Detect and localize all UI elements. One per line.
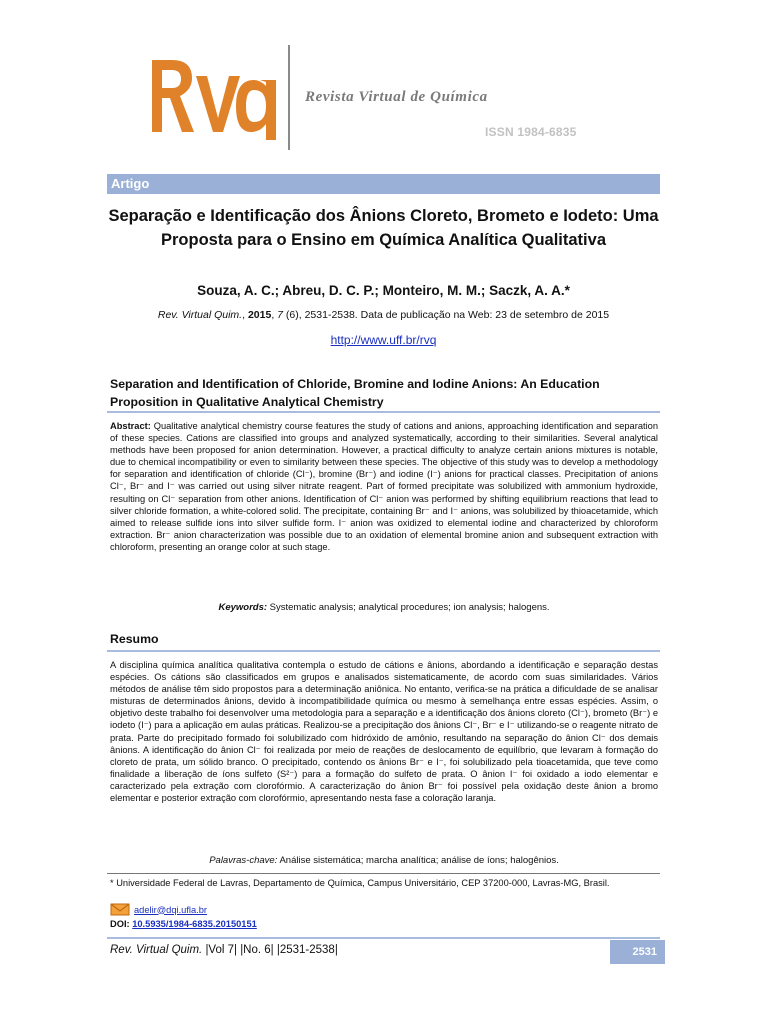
email-link[interactable]: adelir@dqi.ufla.br: [134, 904, 208, 915]
article-title: Separação e Identificação dos Ânions Cloreto, Brometo e Iodeto: Uma Proposta para o Ensino em Química Analítica Qualitativa: [108, 207, 659, 249]
footer-rest: |Vol 7| |No. 6| |2531-2538|: [202, 944, 338, 956]
journal-link[interactable]: http://www.uff.br/rvq: [330, 333, 437, 347]
rvq-logo-icon: [148, 54, 280, 140]
citation-details: (6), 2531-2538. Data de publicação na Web: 23 de setembro de 2015: [283, 309, 610, 321]
abstract-label: Abstract:: [110, 421, 151, 431]
footer-journal: Rev. Virtual Quim.: [110, 944, 203, 956]
abstract-rule: [107, 411, 660, 413]
palavras-chave: [110, 855, 658, 866]
doi-link[interactable]: 10.5935/1984-6835.20150151: [132, 919, 257, 929]
mail-icon: [110, 903, 130, 916]
footer-rule: [107, 937, 660, 939]
page-number: 2531: [610, 940, 665, 964]
affiliation: * Universidade Federal de Lavras, Departamento de Química, Campus Universitário, CEP 37200-000, Lavras-MG, Brasil.: [110, 878, 610, 888]
header-divider: [288, 45, 290, 150]
palavras-label: Palavras-chave:: [209, 855, 278, 866]
footnote-rule: [107, 873, 660, 874]
citation: Rev. Virtual Quim., 2015, 7 (6), 2531-2538. Data de publicação na Web: 23 de setembro de 2015: [157, 309, 610, 321]
keywords-text: Systematic analysis; analytical procedures; ion analysis; halogens.: [267, 602, 550, 613]
section-bar: [107, 174, 660, 194]
resumo-text: A disciplina química analítica qualitativa contempla o estudo de cátions e ânions, abordando a identificação e separação destas espécies. Os cátions são classificados em grupos e analisados sistematicamente, de acordo com suas similaridades. Vários métodos de análise têm sido propostos para a determinação aniônica. No entanto, verifica-se na prática a dificuldade de se analisar misturas de determinados ânions, devido à incompatibilidade química ou mesmo à semelhança entre essas espécies. Assim, o objetivo deste trabalho foi desenvolver uma metodologia para a separação e a identificação dos ânions cloreto (Cl⁻), brometo (Br⁻) e iodeto (I⁻) para a aplicação em aulas práticas. Realizou-se a precipitação dos ânions Cl⁻, Br⁻ e I⁻ utilizando-se o reagente nitrato de prata. Parte do precipitado formado foi solubilizado com hidróxido de amônio, resultando na separação do ânion Cl⁻ dos demais ânions. A identificação do ânion Cl⁻ foi realizada por meio de reações de deslocamento de equilíbrio, que levaram à formação do cloreto de prata, um sólido branco. O precipitado, contendo os ânions Br⁻ e I⁻, foi solubilizado pela tioacetamida, que teve como finalidade a liberação de íons sulfeto (S²⁻) para a formação do sulfeto de prata. O ânion I⁻ foi oxidado a iodo elementar e caracterizado pela extração com clorofórmio. A caracterização do ânion Br⁻ foi possível pela oxidação deste ânion a bromo elementar e posterior extração com clorofórmio, apresentando nesta fase a coloração laranja.: [110, 660, 658, 804]
authors: Souza, A. C.; Abreu, D. C. P.; Monteiro, M. M.; Saczk, A. A.*: [197, 283, 570, 298]
resumo-heading: Resumo: [110, 632, 159, 646]
abstract-text: Qualitative analytical chemistry course features the study of cations and anions, approaching identification and separation of these species. Cations are classified into groups and analyzed systematically, according to their similarities. Several analytical methods have been proposed for anion determination. However, a practical difficulty to analyze certain anions mixtures is notable, due to chemical incompatibility or even to similarity between these species. The objective of this study was to develop a methodology for separation and identification of chloride (Cl⁻), bromine (Br⁻) and iodine (I⁻) anions for practical classes. Precipitation of anions Cl⁻, Br⁻ and I⁻ was carried out using silver nitrate reagent. Part of formed precipitate was solubilized with ammonium hydroxide, resulting on Cl⁻ separation from other anions. Identification of Cl⁻ anion was performed by shifting equilibrium reactions that lead to silver chloride formation, a white-colored solid. The precipitate, containing Br⁻ and I⁻ anions, was solubilized by thioacetamide, which aimed to release sulfide ions into silver sulfide form. I⁻ anion was oxidized to elemental iodine and characterized by chloroform extraction. Br⁻ anion characterization was possible due to an oxidation of elemental bromine anion and subsequent extraction with chloroform, presenting an orange color at such stage.: [110, 421, 658, 552]
journal-url: [107, 333, 660, 347]
abstract: [110, 420, 658, 553]
keywords-label: Keywords:: [218, 602, 268, 613]
journal-name: Revista Virtual de Química: [305, 89, 488, 105]
doi-label: DOI:: [110, 919, 133, 929]
citation-journal: Rev. Virtual Quim.: [157, 309, 243, 321]
english-title: Separation and Identification of Chloride, Bromine and Iodine Anions: An Education Proposition in Qualitative Analytical Chemistry: [110, 377, 600, 409]
keywords: [110, 602, 658, 613]
citation-volume: 7: [277, 309, 283, 321]
journal-logo: [148, 54, 280, 140]
doi: [110, 919, 257, 929]
section-label: Artigo: [111, 176, 150, 191]
palavras-text: Análise sistemática; marcha analítica; análise de íons; halogênios.: [277, 855, 559, 866]
footer-citation: [110, 944, 338, 956]
resumo-rule: [107, 650, 660, 652]
email-row: [110, 903, 207, 916]
issn: ISSN 1984-6835: [485, 125, 577, 139]
citation-year: 2015: [247, 309, 272, 321]
